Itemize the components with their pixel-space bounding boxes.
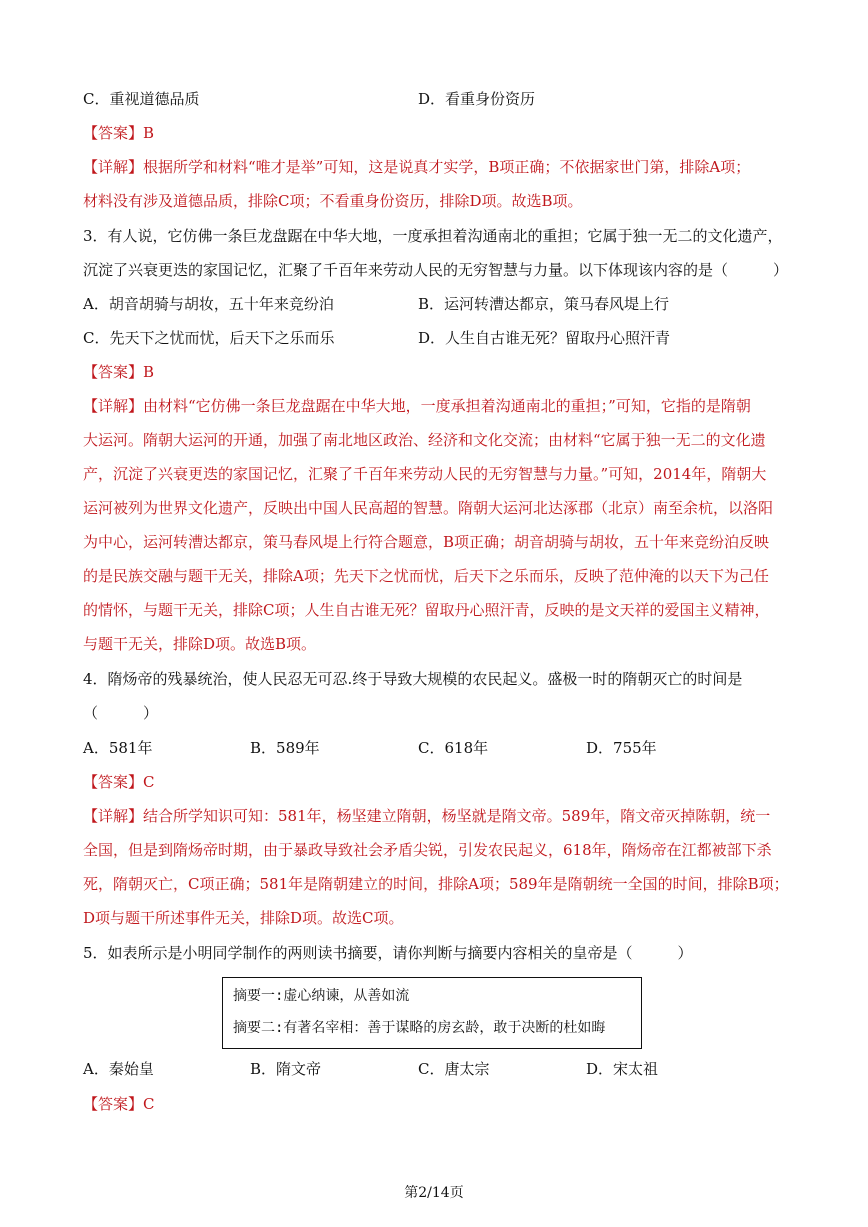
q5-answer: 【答案】C xyxy=(83,1095,155,1113)
q2-detail-line: 材料没有涉及道德品质，排除C项；不看重身份资历，排除D项。故选B项。 xyxy=(83,192,583,210)
q5-option-c: C．唐太宗 xyxy=(418,1060,490,1078)
q3-detail-line: 的是民族交融与题干无关，排除A项；先天下之忧而忧，后天下之乐而乐，反映了范仲淹的以天下为己任 xyxy=(83,567,769,585)
q3-option-c: C．先天下之忧而忧，后天下之乐而乐 xyxy=(83,329,335,347)
q4-option-b: B．589年 xyxy=(250,739,320,757)
q2-option-c: C．重视道德品质 xyxy=(83,90,200,108)
q5-stem: 5．如表所示是小明同学制作的两则读书摘要，请你判断与摘要内容相关的皇帝是（ ） xyxy=(83,944,693,962)
excerpt-row: 摘要一:虚心纳谏，从善如流 xyxy=(233,988,410,1004)
q5-option-d: D．宋太祖 xyxy=(586,1060,659,1078)
q3-option-d: D．人生自古谁无死？留取丹心照汗青 xyxy=(418,329,671,347)
q3-detail-line: 产，沉淀了兴衰更迭的家国记忆，汇聚了千百年来劳动人民的无穷智慧与力量。”可知，2014年，隋朝大 xyxy=(83,465,767,483)
q4-detail-line: 全国，但是到隋炀帝时期，由于暴政导致社会矛盾尖锐，引发农民起义，618年，隋炀帝在江都被部下杀 xyxy=(83,841,772,859)
q4-option-c: C．618年 xyxy=(418,739,489,757)
q5-option-a: A．秦始皇 xyxy=(83,1060,154,1078)
q4-stem-line: 4．隋炀帝的残暴统治，使人民忍无可忍.终于导致大规模的农民起义。盛极一时的隋朝灭亡的时间是 xyxy=(83,670,743,688)
q3-stem-line: 3．有人说，它仿佛一条巨龙盘踞在中华大地，一度承担着沟通南北的重担；它属于独一无二的文化遗产， xyxy=(83,227,783,245)
excerpt-row: 摘要二:有著名宰相：善于谋略的房玄龄，敢于决断的杜如晦 xyxy=(233,1020,606,1036)
q4-detail-line: D项与题干所述事件无关，排除D项。故选C项。 xyxy=(83,909,404,927)
page-number: 第2/14页 xyxy=(404,1185,464,1201)
q2-answer: 【答案】B xyxy=(83,124,155,142)
q3-detail-line: 为中心，运河转漕达都京，策马春风堤上行符合题意，B项正确；胡音胡骑与胡妆，五十年来竞纷泊反映 xyxy=(83,533,770,551)
q3-detail-line: 的情怀，与题干无关，排除C项；人生自古谁无死？留取丹心照汗青，反映的是文天祥的爱国主义精神， xyxy=(83,601,770,619)
q5-option-b: B．隋文帝 xyxy=(250,1060,322,1078)
q4-option-d: D．755年 xyxy=(586,739,657,757)
q3-option-b: B．运河转漕达都京，策马春风堤上行 xyxy=(418,295,670,313)
q4-answer: 【答案】C xyxy=(83,773,155,791)
excerpt-table xyxy=(222,977,642,1049)
q2-detail-line: 【详解】根据所学和材料“唯才是举”可知，这是说真才实学，B项正确；不依据家世门第，排除A项； xyxy=(83,158,751,176)
q3-detail-line: 运河被列为世界文化遗产，反映出中国人民高超的智慧。隋朝大运河北达涿郡（北京）南至余杭，以洛阳 xyxy=(83,499,774,517)
q4-detail-line: 【详解】结合所学知识可知：581年，杨坚建立隋朝，杨坚就是隋文帝。589年，隋文帝灭掉陈朝，统一 xyxy=(83,807,771,825)
q3-answer: 【答案】B xyxy=(83,363,155,381)
q4-stem-line: （ ） xyxy=(83,704,159,722)
q3-detail-line: 【详解】由材料“它仿佛一条巨龙盘踞在中华大地，一度承担着沟通南北的重担；”可知，它指的是隋朝 xyxy=(83,397,751,415)
q3-stem-line: 沉淀了兴衰更迭的家国记忆，汇聚了千百年来劳动人民的无穷智慧与力量。以下体现该内容的是（ ） xyxy=(83,261,789,279)
q3-detail-line: 与题干无关，排除D项。故选B项。 xyxy=(83,635,317,653)
q3-detail-line: 大运河。隋朝大运河的开通，加强了南北地区政治、经济和文化交流；由材料“它属于独一无二的文化遗 xyxy=(83,431,766,449)
q4-option-a: A．581年 xyxy=(83,739,153,757)
q4-detail-line: 死，隋朝灭亡，C项正确；581年是隋朝建立的时间，排除A项；589年是隋朝统一全国的时间，排除B项； xyxy=(83,875,789,893)
q2-option-d: D．看重身份资历 xyxy=(418,90,536,108)
q3-option-a: A．胡音胡骑与胡妆，五十年来竞纷泊 xyxy=(83,295,334,313)
